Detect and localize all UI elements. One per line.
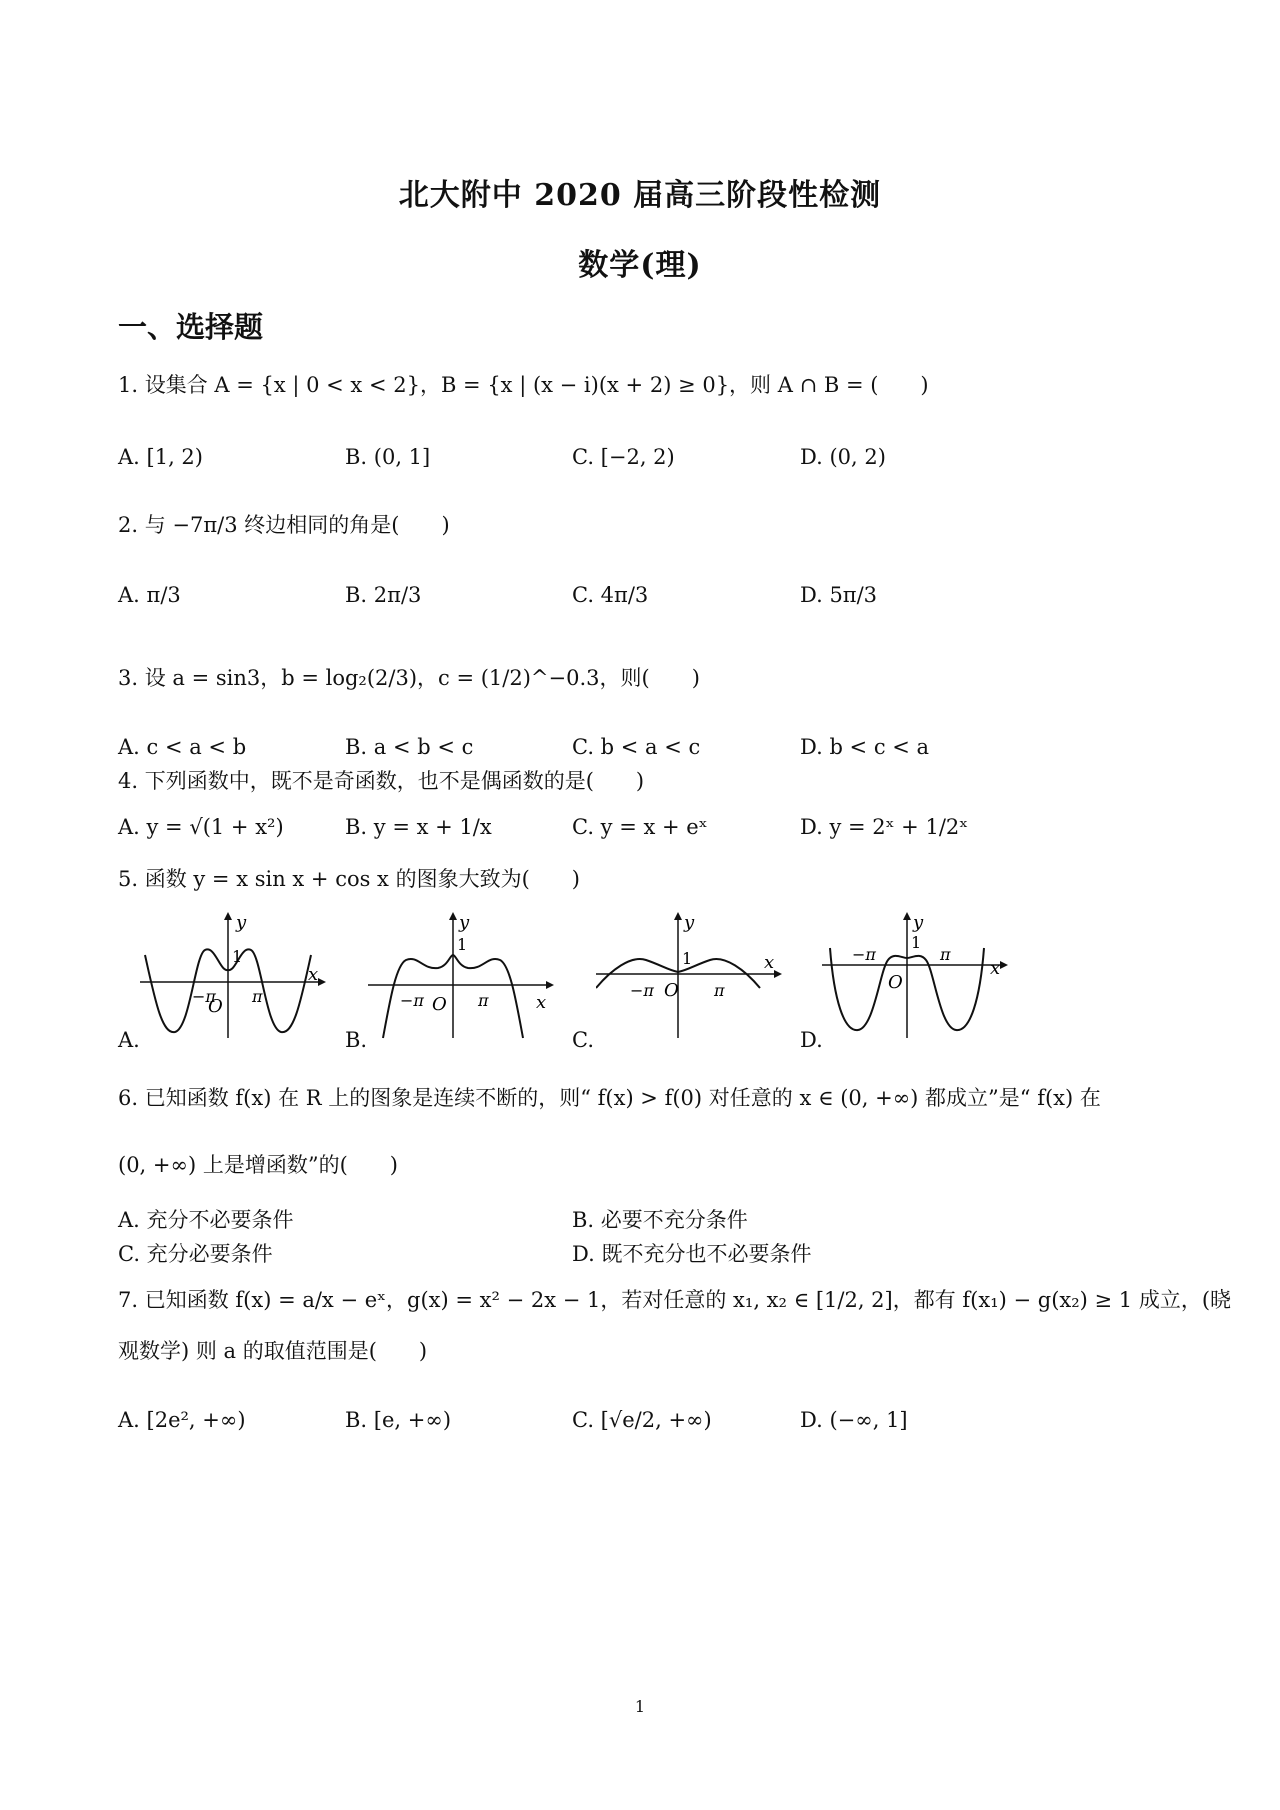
q3-option-c: C. b < a < c [572, 735, 701, 759]
graph-b-y-label: y [459, 912, 470, 933]
graph-c-origin: O [664, 980, 679, 1001]
exam-title: 北大附中 2020 届高三阶段性检测 [398, 178, 882, 213]
question-7-stem-line1: 7. 已知函数 f(x) = a/x − eˣ，g(x) = x² − 2x − 1，若对任意的 x₁, x₂ ∈ [1/2, 2]，都有 f(x₁) − g(x₂) ≥ 1 成立，(晓 [118, 1288, 1232, 1312]
graph-d-one: 1 [911, 933, 922, 952]
page-number: 1 [634, 1697, 646, 1716]
q4-option-b: B. y = x + 1/x [345, 815, 492, 839]
q4-option-c: C. y = x + eˣ [572, 815, 708, 839]
graph-a [140, 910, 340, 1040]
graph-b [368, 910, 568, 1040]
q3-option-a: A. c < a < b [118, 735, 247, 759]
graph-a-origin: O [208, 996, 223, 1017]
q6-option-c: C. 充分必要条件 [118, 1242, 273, 1266]
q3-option-b: B. a < b < c [345, 735, 474, 759]
q5-option-d: D. [800, 1028, 823, 1052]
question-6-stem-line2: (0, +∞) 上是增函数”的( ) [118, 1153, 398, 1177]
graph-a-neg-pi: −π [192, 987, 216, 1006]
q2-option-d: D. 5π/3 [800, 583, 878, 607]
q2-option-a: A. π/3 [118, 583, 181, 607]
question-1-stem: 1. 设集合 A = {x | 0 < x < 2}，B = {x | (x − i)(x + 2) ≥ 0}，则 A ∩ B = ( ) [118, 373, 929, 397]
graph-b-origin: O [432, 994, 447, 1015]
q1-option-b: B. (0, 1] [345, 445, 431, 469]
question-2-stem: 2. 与 −7π/3 终边相同的角是( ) [118, 513, 450, 537]
graph-a-one: 1 [232, 947, 243, 966]
question-6-stem-line1: 6. 已知函数 f(x) 在 R 上的图象是连续不断的，则“ f(x) > f(0) 对任意的 x ∈ (0, +∞) 都成立”是“ f(x) 在 [118, 1086, 1101, 1110]
graph-b-x-label: x [536, 992, 547, 1013]
q2-option-b: B. 2π/3 [345, 583, 422, 607]
q7-option-a: A. [2e², +∞) [118, 1408, 246, 1432]
q7-option-d: D. (−∞, 1] [800, 1408, 908, 1432]
q1-option-d: D. (0, 2) [800, 445, 886, 469]
q1-option-c: C. [−2, 2) [572, 445, 675, 469]
graph-d [822, 910, 1022, 1040]
graph-d-y-label: y [913, 912, 924, 933]
q6-option-b: B. 必要不充分条件 [572, 1208, 748, 1232]
graph-c-pi: π [714, 981, 725, 1000]
section-title: 一、选择题 [118, 310, 264, 344]
q1-option-a: A. [1, 2) [118, 445, 203, 469]
q7-option-c: C. [√e/2, +∞) [572, 1408, 712, 1432]
q6-option-a: A. 充分不必要条件 [118, 1208, 294, 1232]
question-4-stem: 4. 下列函数中，既不是奇函数，也不是偶函数的是( ) [118, 769, 645, 793]
graph-a-x-label: x [308, 964, 319, 985]
graph-d-pi: π [940, 945, 951, 964]
graph-c [596, 910, 796, 1040]
q3-option-d: D. b < c < a [800, 735, 930, 759]
graph-a-y-label: y [236, 912, 247, 933]
graph-b-pi: π [478, 991, 489, 1010]
graph-c-one: 1 [682, 949, 693, 968]
exam-subtitle: 数学(理) [578, 248, 702, 283]
q5-option-c: C. [572, 1028, 594, 1052]
graph-b-neg-pi: −π [400, 991, 424, 1010]
graph-c-neg-pi: −π [630, 981, 654, 1000]
graph-a-pi: π [252, 987, 263, 1006]
graph-d-x-label: x [990, 958, 1001, 979]
graph-c-y-label: y [684, 912, 695, 933]
graph-c-x-label: x [764, 952, 775, 973]
q5-option-a: A. [118, 1028, 140, 1052]
q4-option-d: D. y = 2ˣ + 1/2ˣ [800, 815, 969, 839]
question-5-stem: 5. 函数 y = x sin x + cos x 的图象大致为( ) [118, 867, 580, 891]
graph-d-neg-pi: −π [852, 945, 876, 964]
question-3-stem: 3. 设 a = sin3，b = log₂(2/3)，c = (1/2)^−0.3，则( ) [118, 666, 700, 690]
q6-option-d: D. 既不充分也不必要条件 [572, 1242, 812, 1266]
q2-option-c: C. 4π/3 [572, 583, 649, 607]
question-7-stem-line2: 观数学) 则 a 的取值范围是( ) [118, 1339, 428, 1363]
q5-option-b: B. [345, 1028, 368, 1052]
q4-option-a: A. y = √(1 + x²) [118, 815, 284, 839]
graph-b-one: 1 [457, 935, 468, 954]
graph-d-origin: O [888, 972, 903, 993]
q7-option-b: B. [e, +∞) [345, 1408, 452, 1432]
